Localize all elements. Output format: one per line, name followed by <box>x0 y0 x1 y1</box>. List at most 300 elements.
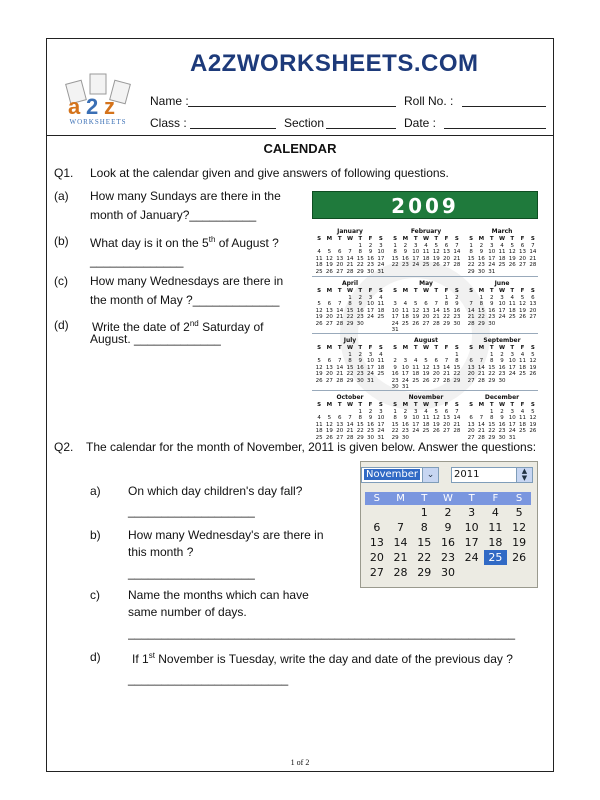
date-field[interactable] <box>444 128 546 129</box>
weekday-header: T <box>510 402 515 408</box>
q1c-label: (c) <box>54 274 68 288</box>
day-cell: 30 <box>367 268 375 275</box>
month-name: July <box>343 337 357 344</box>
weekday-header: T <box>510 345 515 351</box>
day-cell: 9 <box>358 301 363 307</box>
day-cell: 16 <box>498 421 506 428</box>
q2a-line1: On which day children's day fall? <box>128 484 303 498</box>
day-cell: 1 <box>393 242 397 249</box>
weekday-header: T <box>434 345 439 351</box>
day-cell[interactable]: 7 <box>397 521 405 534</box>
month-february <box>390 228 462 269</box>
day-cell: 2 <box>489 294 494 301</box>
day-cell: 19 <box>412 314 420 320</box>
day-cell: 22 <box>453 371 461 377</box>
day-cell: 17 <box>367 307 375 314</box>
day-cell[interactable]: 1 <box>420 506 428 519</box>
day-cell: 4 <box>424 408 428 415</box>
day-cell <box>517 321 527 328</box>
day-cell: 6 <box>444 242 449 249</box>
day-cell: 25 <box>498 262 506 268</box>
day-cell: 15 <box>346 364 354 371</box>
day-cell: 17 <box>508 364 516 371</box>
day-cell: 28 <box>346 434 354 441</box>
day-cell: 17 <box>391 314 399 320</box>
day-cell: 18 <box>498 255 506 262</box>
month-june <box>466 280 538 327</box>
weekday-header: W <box>498 236 506 242</box>
day-cell: 19 <box>315 314 323 320</box>
date-picker-widget[interactable] <box>360 461 538 588</box>
day-cell: 6 <box>337 415 342 421</box>
day-cell: 25 <box>519 371 527 377</box>
svg-text:a: a <box>68 94 81 119</box>
day-cell: 4 <box>510 294 515 301</box>
day-cell: 17 <box>367 364 375 371</box>
day-cell: 15 <box>467 255 475 262</box>
day-cell: 21 <box>432 314 440 320</box>
day-cell: 15 <box>346 307 354 314</box>
day-cell: 31 <box>377 268 385 275</box>
weekday-header: T <box>489 345 494 351</box>
day-cell: 28 <box>346 268 354 275</box>
day-cell: 20 <box>432 371 440 377</box>
day-cell: 11 <box>498 249 506 255</box>
a2z-logo <box>62 68 134 130</box>
day-cell: 3 <box>510 408 515 415</box>
day-cell[interactable]: 4 <box>491 506 499 519</box>
day-cell: 28 <box>529 262 537 268</box>
day-cell <box>507 269 517 276</box>
weekday-header: T <box>413 345 418 351</box>
day-cell[interactable]: 15 <box>417 536 432 549</box>
q2b-label: b) <box>90 528 101 542</box>
weekday-header: T <box>358 345 363 351</box>
day-cell: 27 <box>422 320 430 327</box>
day-cell: 29 <box>467 268 475 275</box>
day-cell: 20 <box>443 255 451 262</box>
day-cell: 27 <box>443 262 451 268</box>
day-cell <box>497 269 507 276</box>
day-cell: 11 <box>508 301 516 307</box>
q2a-label: a) <box>90 484 101 498</box>
day-cell: 30 <box>401 434 409 441</box>
day-cell: 18 <box>377 307 385 314</box>
weekday-header: T <box>460 492 484 505</box>
day-cell: 11 <box>377 358 385 364</box>
day-cell: 14 <box>477 421 485 428</box>
day-cell[interactable]: 20 <box>369 551 384 564</box>
day-cell: 31 <box>488 268 496 275</box>
day-cell[interactable]: 2 <box>444 506 452 519</box>
empty-cell <box>389 505 413 520</box>
month-name: May <box>419 280 433 287</box>
roll-field[interactable] <box>462 106 546 107</box>
calendar-row-divider <box>312 333 538 334</box>
day-cell: 18 <box>315 428 323 434</box>
day-cell[interactable]: 22 <box>417 551 432 564</box>
day-cell: 13 <box>443 415 451 421</box>
day-cell: 10 <box>377 415 385 421</box>
day-cell[interactable]: 9 <box>444 521 452 534</box>
day-cell: 2 <box>479 242 484 249</box>
day-cell <box>507 378 517 385</box>
q2c-line1: Name the months which can have <box>128 588 309 602</box>
day-cell: 1 <box>444 294 449 301</box>
day-cell: 13 <box>325 364 333 371</box>
day-cell: 20 <box>467 371 475 377</box>
day-cell: 24 <box>367 371 375 377</box>
day-cell: 15 <box>391 421 399 428</box>
day-cell: 21 <box>477 428 485 434</box>
day-cell: 17 <box>498 307 506 314</box>
day-cell: 13 <box>336 255 344 262</box>
weekday-header: T <box>489 236 494 242</box>
day-cell: 7 <box>444 358 449 364</box>
q1b-label: (b) <box>54 234 69 248</box>
year-spinner[interactable] <box>451 467 533 483</box>
day-cell[interactable]: 24 <box>464 551 479 564</box>
month-name: August <box>414 337 438 344</box>
day-cell[interactable]: 8 <box>420 521 428 534</box>
weekday-header: W <box>422 345 430 351</box>
day-cell: 28 <box>443 377 451 384</box>
day-cell[interactable]: 10 <box>464 521 479 534</box>
weekday-header: S <box>317 236 322 242</box>
day-cell: 16 <box>401 421 409 428</box>
day-cell: 10 <box>367 301 375 307</box>
weekday-header: S <box>530 236 535 242</box>
site-title: A2ZWORKSHEETS.COM <box>190 50 479 77</box>
day-cell: 5 <box>424 358 428 364</box>
day-cell: 31 <box>401 384 409 390</box>
weekday-header: T <box>489 402 494 408</box>
day-cell: 10 <box>508 358 516 364</box>
day-cell: 9 <box>500 415 504 421</box>
day-cell: 19 <box>519 307 527 314</box>
month-name: April <box>341 280 358 287</box>
day-cell: 28 <box>453 262 461 268</box>
date-label: Date : <box>404 116 437 130</box>
day-cell: 25 <box>377 371 385 377</box>
day-cell: 28 <box>432 320 440 327</box>
day-cell: 11 <box>401 307 409 314</box>
day-cell: 13 <box>336 421 344 428</box>
day-cell: 20 <box>467 428 475 434</box>
day-cell[interactable]: 6 <box>373 521 381 534</box>
day-cell: 18 <box>519 364 527 371</box>
day-cell[interactable]: 23 <box>440 551 455 564</box>
weekday-header: F <box>520 236 525 242</box>
day-cell: 18 <box>519 421 527 428</box>
day-cell: 26 <box>529 371 537 377</box>
day-cell: 22 <box>356 262 364 268</box>
day-cell: 25 <box>519 428 527 434</box>
header-divider <box>46 135 554 136</box>
weekday-header: S <box>378 236 383 242</box>
day-cell[interactable]: 5 <box>515 506 523 519</box>
day-cell: 5 <box>327 415 332 421</box>
day-cell: 13 <box>422 307 430 314</box>
weekday-header: F <box>520 345 525 351</box>
day-cell[interactable]: 3 <box>468 506 476 519</box>
day-cell: 27 <box>443 428 451 434</box>
day-cell: 14 <box>336 307 344 314</box>
day-cell: 12 <box>422 364 430 371</box>
weekday-header: S <box>378 345 383 351</box>
day-cell: 15 <box>488 364 496 371</box>
day-cell: 21 <box>336 314 344 320</box>
weekday-header: T <box>413 288 418 294</box>
day-cell: 12 <box>315 307 323 314</box>
day-cell: 29 <box>488 434 496 441</box>
day-cell: 17 <box>377 421 385 428</box>
weekday-header: W <box>422 402 430 408</box>
day-cell: 7 <box>455 242 459 249</box>
day-cell: 29 <box>391 434 399 441</box>
weekday-header: F <box>520 288 525 294</box>
month-name: March <box>491 228 513 235</box>
day-cell: 9 <box>393 364 397 371</box>
q1c-line1: How many Wednesdays are there in <box>90 274 284 288</box>
month-july <box>314 337 386 384</box>
day-cell: 17 <box>412 421 420 428</box>
day-cell: 31 <box>377 434 385 441</box>
class-field[interactable] <box>190 128 276 129</box>
weekday-header: M <box>478 288 485 294</box>
day-cell: 5 <box>434 408 439 415</box>
day-cell[interactable]: 27 <box>369 566 384 579</box>
day-cell: 17 <box>488 255 496 262</box>
day-cell: 12 <box>325 421 333 428</box>
day-cell: 17 <box>377 255 385 262</box>
day-cell: 20 <box>529 307 537 314</box>
day-cell: 18 <box>508 307 516 314</box>
day-cell: 5 <box>520 294 525 301</box>
day-cell: 7 <box>479 415 484 421</box>
weekday-header: T <box>337 402 342 408</box>
day-cell: 30 <box>356 320 364 327</box>
day-cell: 11 <box>519 415 527 421</box>
day-cell: 29 <box>477 320 485 327</box>
day-cell[interactable]: 14 <box>393 536 408 549</box>
day-cell[interactable]: 19 <box>512 536 527 549</box>
day-cell[interactable]: 28 <box>393 566 408 579</box>
day-cell: 8 <box>455 358 459 364</box>
weekday-header: F <box>368 402 373 408</box>
day-cell: 14 <box>443 364 451 371</box>
day-cell: 9 <box>368 249 373 255</box>
day-cell[interactable]: 26 <box>512 551 527 564</box>
day-cell[interactable]: 25 <box>484 550 508 565</box>
day-cell: 30 <box>498 434 506 441</box>
weekday-header: F <box>444 236 449 242</box>
q2-number: Q2. <box>54 440 74 454</box>
calendar-row-divider <box>312 276 538 277</box>
weekday-header: W <box>346 236 354 242</box>
day-cell: 29 <box>443 320 451 327</box>
day-cell: 14 <box>453 249 461 255</box>
day-cell: 6 <box>444 408 449 415</box>
spinner-arrows-icon[interactable]: ▲ ▼ <box>516 468 532 482</box>
weekday-header: S <box>530 288 535 294</box>
svg-text:2: 2 <box>86 94 99 119</box>
day-cell: 1 <box>358 242 363 249</box>
day-cell: 3 <box>489 242 494 249</box>
day-cell: 13 <box>325 307 333 314</box>
day-cell: 16 <box>356 307 364 314</box>
day-cell[interactable]: 30 <box>440 566 455 579</box>
day-cell: 11 <box>315 255 323 262</box>
day-cell: 19 <box>315 371 323 377</box>
month-september <box>466 337 538 384</box>
day-cell: 16 <box>401 255 409 262</box>
day-cell: 2 <box>368 242 373 249</box>
day-cell: 2 <box>358 351 363 358</box>
weekday-header: W <box>346 345 354 351</box>
weekday-header: S <box>469 345 474 351</box>
day-cell: 3 <box>500 294 504 301</box>
day-cell: 11 <box>315 421 323 428</box>
day-cell: 22 <box>346 371 354 377</box>
day-cell: 23 <box>367 262 375 268</box>
day-cell: 25 <box>377 314 385 320</box>
day-cell: 20 <box>325 314 333 320</box>
day-cell <box>528 321 538 328</box>
day-cell: 5 <box>413 301 418 307</box>
day-cell[interactable]: 21 <box>393 551 408 564</box>
weekday-header: W <box>498 402 506 408</box>
day-cell: 6 <box>469 415 473 421</box>
day-cell: 18 <box>412 371 420 377</box>
day-cell <box>517 378 527 385</box>
weekday-header: S <box>454 236 459 242</box>
day-cell: 21 <box>529 255 537 262</box>
day-cell: 17 <box>412 255 420 262</box>
weekday-header: W <box>498 288 506 294</box>
class-label: Class : <box>150 116 187 130</box>
day-cell: 24 <box>377 428 385 434</box>
day-cell: 5 <box>510 242 515 249</box>
day-cell[interactable]: 12 <box>512 521 527 534</box>
day-cell: 5 <box>531 408 535 415</box>
weekday-header: W <box>346 288 354 294</box>
day-cell <box>497 321 507 328</box>
day-cell <box>376 321 386 328</box>
day-cell: 26 <box>432 262 440 268</box>
weekday-header: M <box>402 345 409 351</box>
day-cell: 30 <box>356 377 364 384</box>
day-cell: 24 <box>508 428 516 434</box>
day-cell[interactable]: 16 <box>440 536 455 549</box>
day-cell[interactable]: 13 <box>369 536 384 549</box>
day-cell: 27 <box>432 377 440 384</box>
day-cell: 10 <box>367 358 375 364</box>
day-cell: 19 <box>325 428 333 434</box>
name-label: Name : <box>150 94 189 108</box>
day-cell: 7 <box>348 415 352 421</box>
month-january <box>314 228 386 275</box>
chevron-down-icon[interactable]: ⌄ <box>422 468 438 482</box>
day-cell: 14 <box>346 255 354 262</box>
day-cell: 20 <box>443 421 451 428</box>
day-cell: 19 <box>325 262 333 268</box>
page-number: 1 of 2 <box>290 758 310 767</box>
day-cell: 8 <box>348 358 352 364</box>
weekday-header: T <box>434 402 439 408</box>
day-cell: 28 <box>336 377 344 384</box>
day-cell: 6 <box>531 294 535 301</box>
day-cell: 14 <box>336 364 344 371</box>
day-cell: 4 <box>317 415 321 421</box>
day-cell: 10 <box>401 364 409 371</box>
day-cell: 15 <box>356 421 364 428</box>
day-cell[interactable]: 18 <box>488 536 503 549</box>
day-cell: 16 <box>498 364 506 371</box>
q1-text: Look at the calendar given and give answers of following questions. <box>90 166 449 180</box>
day-cell: 18 <box>422 421 430 428</box>
day-cell: 24 <box>367 314 375 320</box>
day-cell: 5 <box>317 301 321 307</box>
month-october <box>314 394 386 441</box>
day-cell: 2 <box>455 294 459 301</box>
day-cell: 27 <box>336 434 344 441</box>
weekday-header: T <box>510 236 515 242</box>
month-select[interactable] <box>361 467 439 483</box>
day-cell: 12 <box>432 249 440 255</box>
name-field[interactable] <box>188 106 396 107</box>
day-cell: 3 <box>379 242 383 249</box>
day-cell: 31 <box>391 327 399 333</box>
day-cell: 20 <box>422 314 430 320</box>
day-cell[interactable]: 11 <box>488 521 503 534</box>
day-cell: 5 <box>317 358 321 364</box>
month-name: September <box>483 337 521 344</box>
day-cell: 26 <box>519 314 527 320</box>
day-cell: 7 <box>479 358 484 364</box>
weekday-header: S <box>317 288 322 294</box>
section-field[interactable] <box>326 128 396 129</box>
day-cell: 30 <box>488 320 496 327</box>
day-cell: 21 <box>477 371 485 377</box>
logo-caption: WORKSHEETS <box>69 118 127 126</box>
day-cell: 4 <box>424 242 428 249</box>
day-cell[interactable]: 17 <box>464 536 479 549</box>
day-cell: 2 <box>368 408 373 415</box>
day-cell: 4 <box>520 351 525 358</box>
day-cell: 30 <box>453 320 461 327</box>
day-cell: 27 <box>529 314 537 320</box>
q1d-line1: Write the date of 2nd Saturday of <box>92 319 264 334</box>
day-cell: 23 <box>391 377 399 384</box>
weekday-header: T <box>489 288 494 294</box>
day-cell[interactable]: 29 <box>417 566 432 579</box>
day-cell: 16 <box>391 371 399 377</box>
weekday-header: S <box>454 345 459 351</box>
day-cell: 10 <box>488 249 496 255</box>
day-cell: 20 <box>336 262 344 268</box>
q2d-line2: ________________________ <box>128 672 289 686</box>
weekday-header: F <box>484 492 508 505</box>
day-cell: 15 <box>391 255 399 262</box>
q2c-line3: __________________________________________________________ <box>128 626 516 640</box>
day-cell: 11 <box>519 358 527 364</box>
weekday-header: M <box>326 288 333 294</box>
day-cell: 25 <box>422 428 430 434</box>
day-cell: 13 <box>443 249 451 255</box>
day-cell: 26 <box>325 434 333 441</box>
day-cell: 6 <box>520 242 525 249</box>
